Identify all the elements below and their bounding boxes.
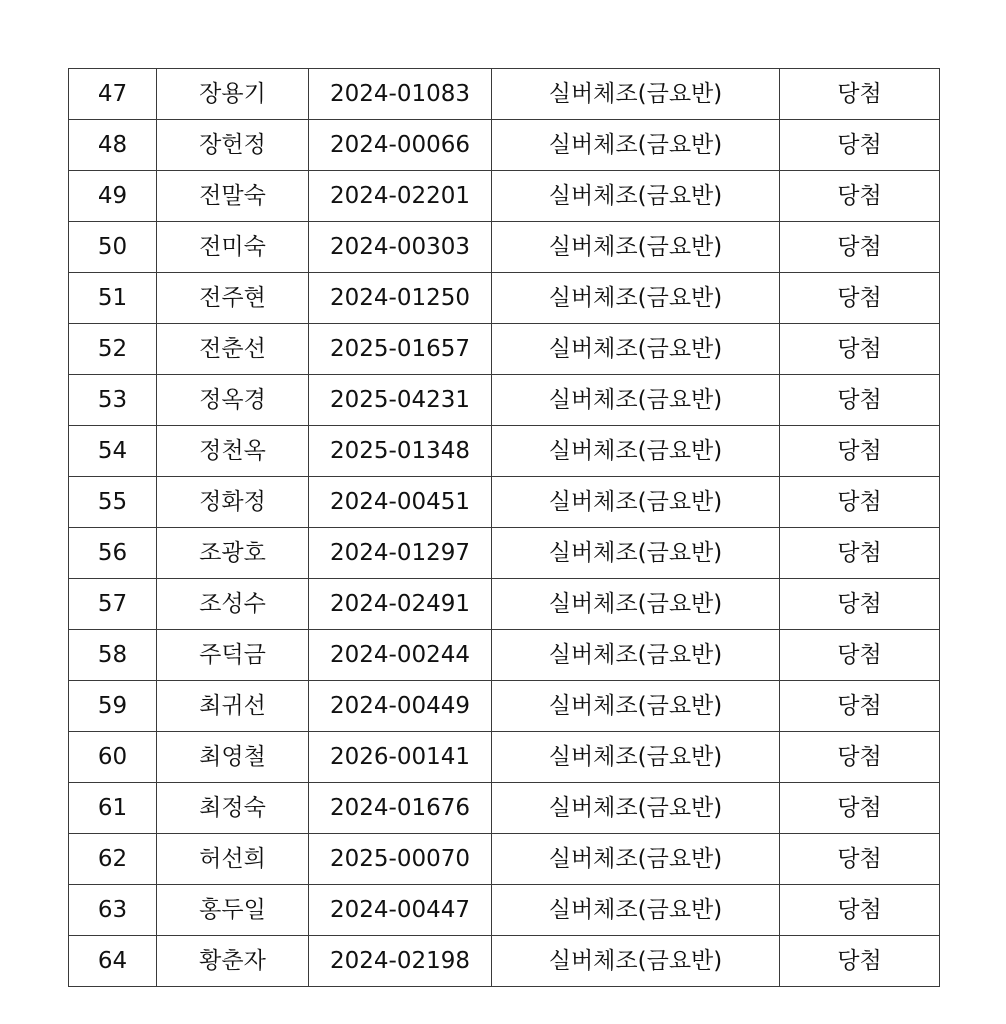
- program-cell: 실버체조(금요반): [492, 171, 780, 222]
- program-cell: 실버체조(금요반): [492, 375, 780, 426]
- result-cell: 당첨: [780, 69, 940, 120]
- program-cell: 실버체조(금요반): [492, 528, 780, 579]
- row-number-cell: 51: [69, 273, 157, 324]
- table-row: [69, 936, 940, 987]
- name-cell: 주덕금: [157, 630, 309, 681]
- name-cell: 정천옥: [157, 426, 309, 477]
- table-row: [69, 426, 940, 477]
- table-row: [69, 324, 940, 375]
- registration-id-cell: 2024-01250: [309, 273, 492, 324]
- row-number-cell: 53: [69, 375, 157, 426]
- registration-id-cell: 2024-01297: [309, 528, 492, 579]
- row-number-cell: 58: [69, 630, 157, 681]
- row-number-cell: 62: [69, 834, 157, 885]
- name-cell: 전춘선: [157, 324, 309, 375]
- table-row: [69, 477, 940, 528]
- name-cell: 전미숙: [157, 222, 309, 273]
- registration-id-cell: 2024-02201: [309, 171, 492, 222]
- program-cell: 실버체조(금요반): [492, 477, 780, 528]
- registration-id-cell: 2024-00447: [309, 885, 492, 936]
- table-row: [69, 375, 940, 426]
- row-number-cell: 59: [69, 681, 157, 732]
- result-cell: 당첨: [780, 579, 940, 630]
- program-cell: 실버체조(금요반): [492, 324, 780, 375]
- program-cell: 실버체조(금요반): [492, 69, 780, 120]
- registration-id-cell: 2024-02491: [309, 579, 492, 630]
- table-row: [69, 783, 940, 834]
- name-cell: 장용기: [157, 69, 309, 120]
- program-cell: 실버체조(금요반): [492, 426, 780, 477]
- row-number-cell: 61: [69, 783, 157, 834]
- result-cell: 당첨: [780, 885, 940, 936]
- table-row: [69, 681, 940, 732]
- registration-id-cell: 2025-04231: [309, 375, 492, 426]
- program-cell: 실버체조(금요반): [492, 783, 780, 834]
- row-number-cell: 56: [69, 528, 157, 579]
- name-cell: 최정숙: [157, 783, 309, 834]
- table-row: [69, 69, 940, 120]
- registration-id-cell: 2025-00070: [309, 834, 492, 885]
- row-number-cell: 47: [69, 69, 157, 120]
- registration-id-cell: 2024-00066: [309, 120, 492, 171]
- registration-id-cell: 2024-00451: [309, 477, 492, 528]
- row-number-cell: 54: [69, 426, 157, 477]
- registration-id-cell: 2025-01657: [309, 324, 492, 375]
- program-cell: 실버체조(금요반): [492, 936, 780, 987]
- program-cell: 실버체조(금요반): [492, 885, 780, 936]
- result-cell: 당첨: [780, 834, 940, 885]
- program-cell: 실버체조(금요반): [492, 681, 780, 732]
- program-cell: 실버체조(금요반): [492, 120, 780, 171]
- table-row: [69, 528, 940, 579]
- result-cell: 당첨: [780, 936, 940, 987]
- program-cell: 실버체조(금요반): [492, 273, 780, 324]
- name-cell: 정옥경: [157, 375, 309, 426]
- registration-id-cell: 2024-00449: [309, 681, 492, 732]
- row-number-cell: 52: [69, 324, 157, 375]
- table-row: [69, 579, 940, 630]
- row-number-cell: 64: [69, 936, 157, 987]
- row-number-cell: 50: [69, 222, 157, 273]
- row-number-cell: 49: [69, 171, 157, 222]
- registration-id-cell: 2025-01348: [309, 426, 492, 477]
- result-cell: 당첨: [780, 732, 940, 783]
- result-cell: 당첨: [780, 324, 940, 375]
- registration-id-cell: 2024-01676: [309, 783, 492, 834]
- result-cell: 당첨: [780, 222, 940, 273]
- row-number-cell: 55: [69, 477, 157, 528]
- result-cell: 당첨: [780, 477, 940, 528]
- row-number-cell: 60: [69, 732, 157, 783]
- name-cell: 허선희: [157, 834, 309, 885]
- registration-id-cell: 2024-02198: [309, 936, 492, 987]
- result-cell: 당첨: [780, 273, 940, 324]
- results-table: [68, 68, 940, 987]
- table-row: [69, 834, 940, 885]
- table-row: [69, 171, 940, 222]
- name-cell: 전주현: [157, 273, 309, 324]
- program-cell: 실버체조(금요반): [492, 222, 780, 273]
- name-cell: 전말숙: [157, 171, 309, 222]
- registration-id-cell: 2024-00303: [309, 222, 492, 273]
- table-row: [69, 273, 940, 324]
- name-cell: 홍두일: [157, 885, 309, 936]
- row-number-cell: 48: [69, 120, 157, 171]
- name-cell: 장헌정: [157, 120, 309, 171]
- name-cell: 황춘자: [157, 936, 309, 987]
- result-cell: 당첨: [780, 681, 940, 732]
- program-cell: 실버체조(금요반): [492, 579, 780, 630]
- program-cell: 실버체조(금요반): [492, 630, 780, 681]
- name-cell: 조광호: [157, 528, 309, 579]
- registration-id-cell: 2024-01083: [309, 69, 492, 120]
- registration-id-cell: 2024-00244: [309, 630, 492, 681]
- registration-id-cell: 2026-00141: [309, 732, 492, 783]
- table-row: [69, 120, 940, 171]
- table-row: [69, 222, 940, 273]
- result-cell: 당첨: [780, 171, 940, 222]
- result-cell: 당첨: [780, 783, 940, 834]
- table-row: [69, 885, 940, 936]
- results-table-body: [69, 69, 940, 987]
- result-cell: 당첨: [780, 630, 940, 681]
- result-cell: 당첨: [780, 120, 940, 171]
- name-cell: 정화정: [157, 477, 309, 528]
- name-cell: 최영철: [157, 732, 309, 783]
- table-row: [69, 732, 940, 783]
- table-row: [69, 630, 940, 681]
- name-cell: 최귀선: [157, 681, 309, 732]
- row-number-cell: 57: [69, 579, 157, 630]
- program-cell: 실버체조(금요반): [492, 834, 780, 885]
- result-cell: 당첨: [780, 426, 940, 477]
- row-number-cell: 63: [69, 885, 157, 936]
- result-cell: 당첨: [780, 528, 940, 579]
- name-cell: 조성수: [157, 579, 309, 630]
- result-cell: 당첨: [780, 375, 940, 426]
- program-cell: 실버체조(금요반): [492, 732, 780, 783]
